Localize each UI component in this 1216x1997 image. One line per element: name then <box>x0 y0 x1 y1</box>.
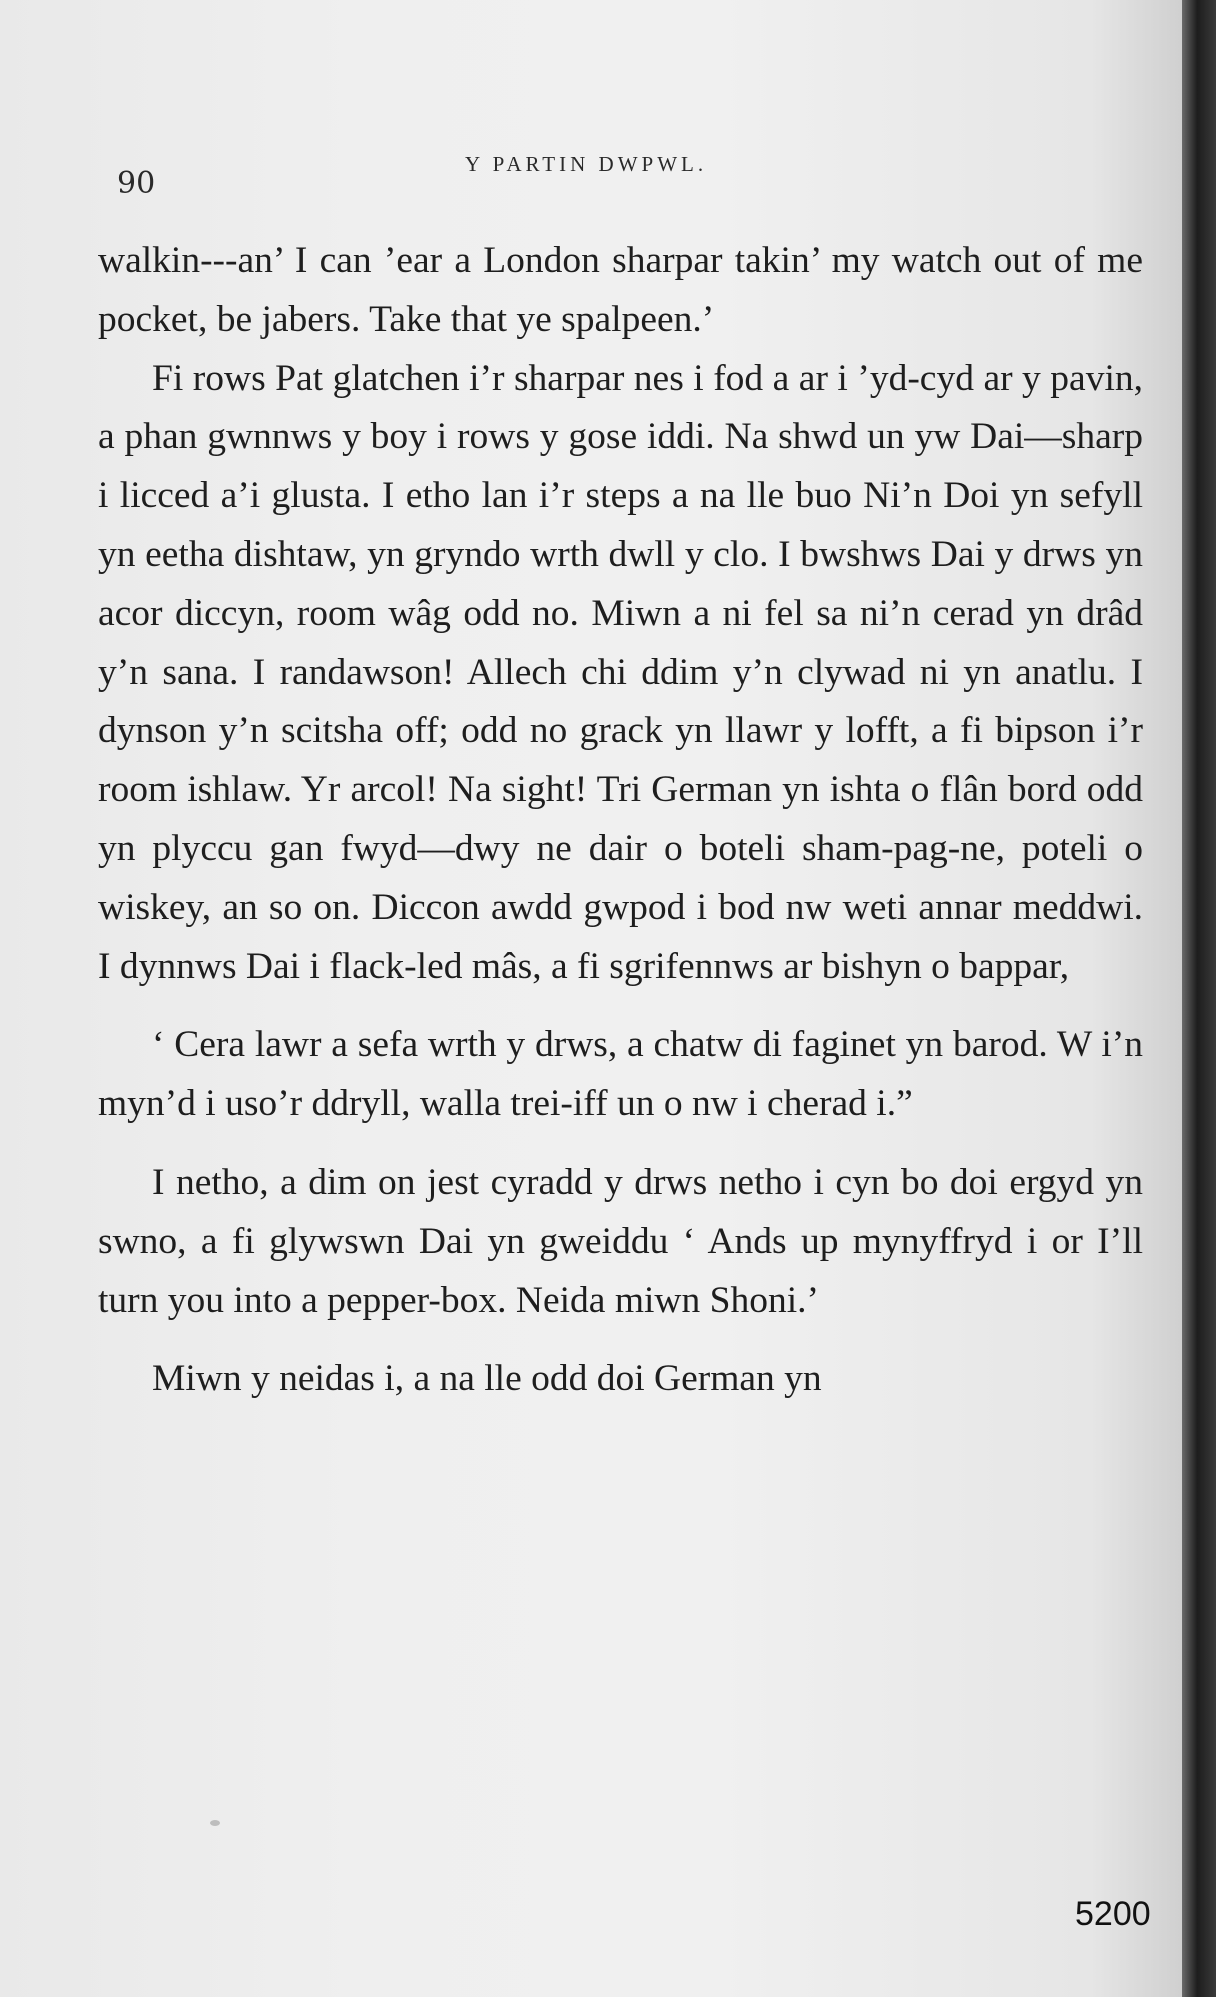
paragraph: I netho, a dim on jest cyradd y drws netho i cyn bo doi ergyd yn swno, a fi glywswn Dai yn gweiddu ‘ Ands up mynyffryd i or I’ll turn you into a pepper-box. Neida miwn Shoni.’ <box>98 1161 1143 1321</box>
page-number: 90 <box>117 166 156 201</box>
paragraph: Miwn y neidas i, a na lle odd doi German yn <box>152 1358 822 1400</box>
paragraph: Fi rows Pat glatchen i’r sharpar nes i fod a ar i ’yd-cyd ar y pavin, a phan gwnnws y boy i rows y gose iddi. Na shwd un yw Dai—sharp i licced a’i glusta. I etho lan i’r steps a na lle buo Ni’n Doi yn sefyll yn eetha dishtaw, yn gryndo wrth dwll y clo. I bwshws Dai y drws yn acor diccyn, room wâg odd no. Miwn a ni fel sa ni’n cerad yn drâd y’n sana. I randawson! Allech chi ddim y’n clywad ni yn anatlu. I dynson y’n scitsha off; odd no grack yn llawr y lofft, a fi bipson i’r room ishlaw. Yr arcol! Na sight! Tri German yn ishta o flân bord odd yn plyccu gan fwyd—dwy ne dair o boteli sham-pag-ne, poteli o wiskey, an so on. Diccon awdd gwpod i bod nw weti annar meddwi. I dynnws Dai i flack-led mâs, a fi sgrifennws ar bishyn o bappar, <box>98 357 1143 987</box>
book-spine-shadow <box>1182 0 1216 1997</box>
page-header <box>0 148 1185 201</box>
paragraph: ‘ Cera lawr a sefa wrth y drws, a chatw di faginet yn barod. W i’n myn’d i uso’r ddryll, walla trei-iff un o nw i cherad i.” <box>98 1024 1143 1125</box>
body-text <box>98 232 1143 1409</box>
running-title: Y PARTIN DWPWL. <box>465 152 708 176</box>
ink-smudge <box>210 1820 220 1826</box>
paragraph: walkin---an’ I can ’ear a London sharpar takin’ my watch out of me pocket, be jabers. Take that ye spalpeen.’ <box>98 240 1143 340</box>
archive-stamp-number: 5200 <box>1075 1895 1151 1933</box>
